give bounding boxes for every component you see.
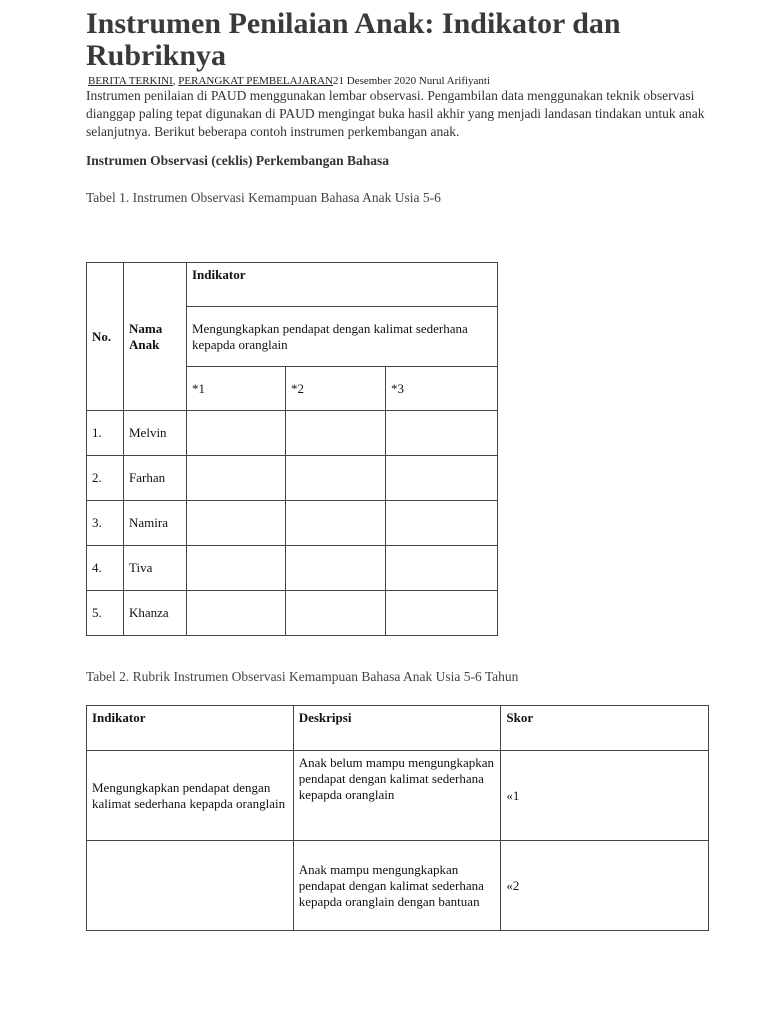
table-row <box>87 751 709 841</box>
indicator-cell: Mengungkapkan pendapat dengan kalimat sederhana kepapda oranglain <box>87 751 294 841</box>
meta-separator: , <box>172 75 179 87</box>
header-indikator: Indikator <box>87 706 294 751</box>
score-cell <box>286 456 386 501</box>
student-name: Khanza <box>124 591 187 636</box>
header-deskripsi: Deskripsi <box>293 706 501 751</box>
score-cell <box>187 546 286 591</box>
score-cell <box>187 591 286 636</box>
score-cell <box>286 501 386 546</box>
description-cell: Anak belum mampu mengungkapkan pendapat dengan kalimat sederhana kepapda oranglain <box>293 751 501 841</box>
table-row <box>87 591 498 636</box>
student-name: Farhan <box>124 456 187 501</box>
article-title: Instrumen Penilaian Anak: Indikator dan Rubriknya <box>86 7 621 72</box>
row-number: 4. <box>87 546 124 591</box>
table-row <box>87 841 709 931</box>
score-cell <box>187 411 286 456</box>
section-heading: Instrumen Observasi (ceklis) Perkembangan Bahasa <box>86 153 390 168</box>
score-cell <box>187 501 286 546</box>
score-col-header: *1 <box>187 367 286 411</box>
table-row <box>87 501 498 546</box>
score-cell <box>386 501 498 546</box>
score-cell <box>386 546 498 591</box>
header-indikator: Indikator <box>187 263 498 307</box>
score-cell <box>286 411 386 456</box>
score-cell <box>187 456 286 501</box>
student-name: Namira <box>124 501 187 546</box>
row-number: 3. <box>87 501 124 546</box>
category-link-perangkat-pembelajaran[interactable]: PERANGKAT PEMBELAJARAN <box>178 75 334 87</box>
indicator-description: Mengungkapkan pendapat dengan kalimat sederhana kepapda oranglain <box>187 307 498 367</box>
table-row <box>87 411 498 456</box>
student-name: Tiva <box>124 546 187 591</box>
observation-table <box>86 262 498 636</box>
student-name: Melvin <box>124 411 187 456</box>
table-row <box>87 546 498 591</box>
indicator-cell <box>87 841 294 931</box>
article-meta <box>88 74 490 88</box>
post-date: 21 Desember 2020 <box>333 75 417 87</box>
row-number: 2. <box>87 456 124 501</box>
header-nama-anak: Nama Anak <box>124 263 187 411</box>
table-row <box>87 456 498 501</box>
score-cell <box>386 591 498 636</box>
score-cell <box>286 591 386 636</box>
description-cell: Anak mampu mengungkapkan pendapat dengan kalimat sederhana kepapda oranglain dengan bantuan <box>293 841 501 931</box>
score-col-header: *3 <box>386 367 498 411</box>
header-skor: Skor <box>501 706 709 751</box>
category-link-berita-terkini[interactable]: BERITA TERKINI <box>88 75 173 87</box>
score-col-header: *2 <box>286 367 386 411</box>
row-number: 1. <box>87 411 124 456</box>
table1-caption: Tabel 1. Instrumen Observasi Kemampuan Bahasa Anak Usia 5-6 <box>86 190 441 205</box>
table2-caption: Tabel 2. Rubrik Instrumen Observasi Kemampuan Bahasa Anak Usia 5-6 Tahun <box>86 669 519 684</box>
score-cell: «1 <box>501 751 709 841</box>
score-cell <box>286 546 386 591</box>
intro-paragraph: Instrumen penilaian di PAUD menggunakan lembar observasi. Pengambilan data menggunakan teknik observasi dianggap paling tepat digunakan di PAUD mengingat buka hasil akhir yang menjadi landasan tindakan untuk anak selanjutnya. Berikut beberapa contoh instrumen perkembangan anak. <box>86 88 705 139</box>
rubric-table <box>86 705 709 931</box>
author-name: Nurul Arifiyanti <box>416 75 491 87</box>
score-cell: «2 <box>501 841 709 931</box>
score-cell <box>386 456 498 501</box>
score-cell <box>386 411 498 456</box>
row-number: 5. <box>87 591 124 636</box>
header-no: No. <box>87 263 124 411</box>
